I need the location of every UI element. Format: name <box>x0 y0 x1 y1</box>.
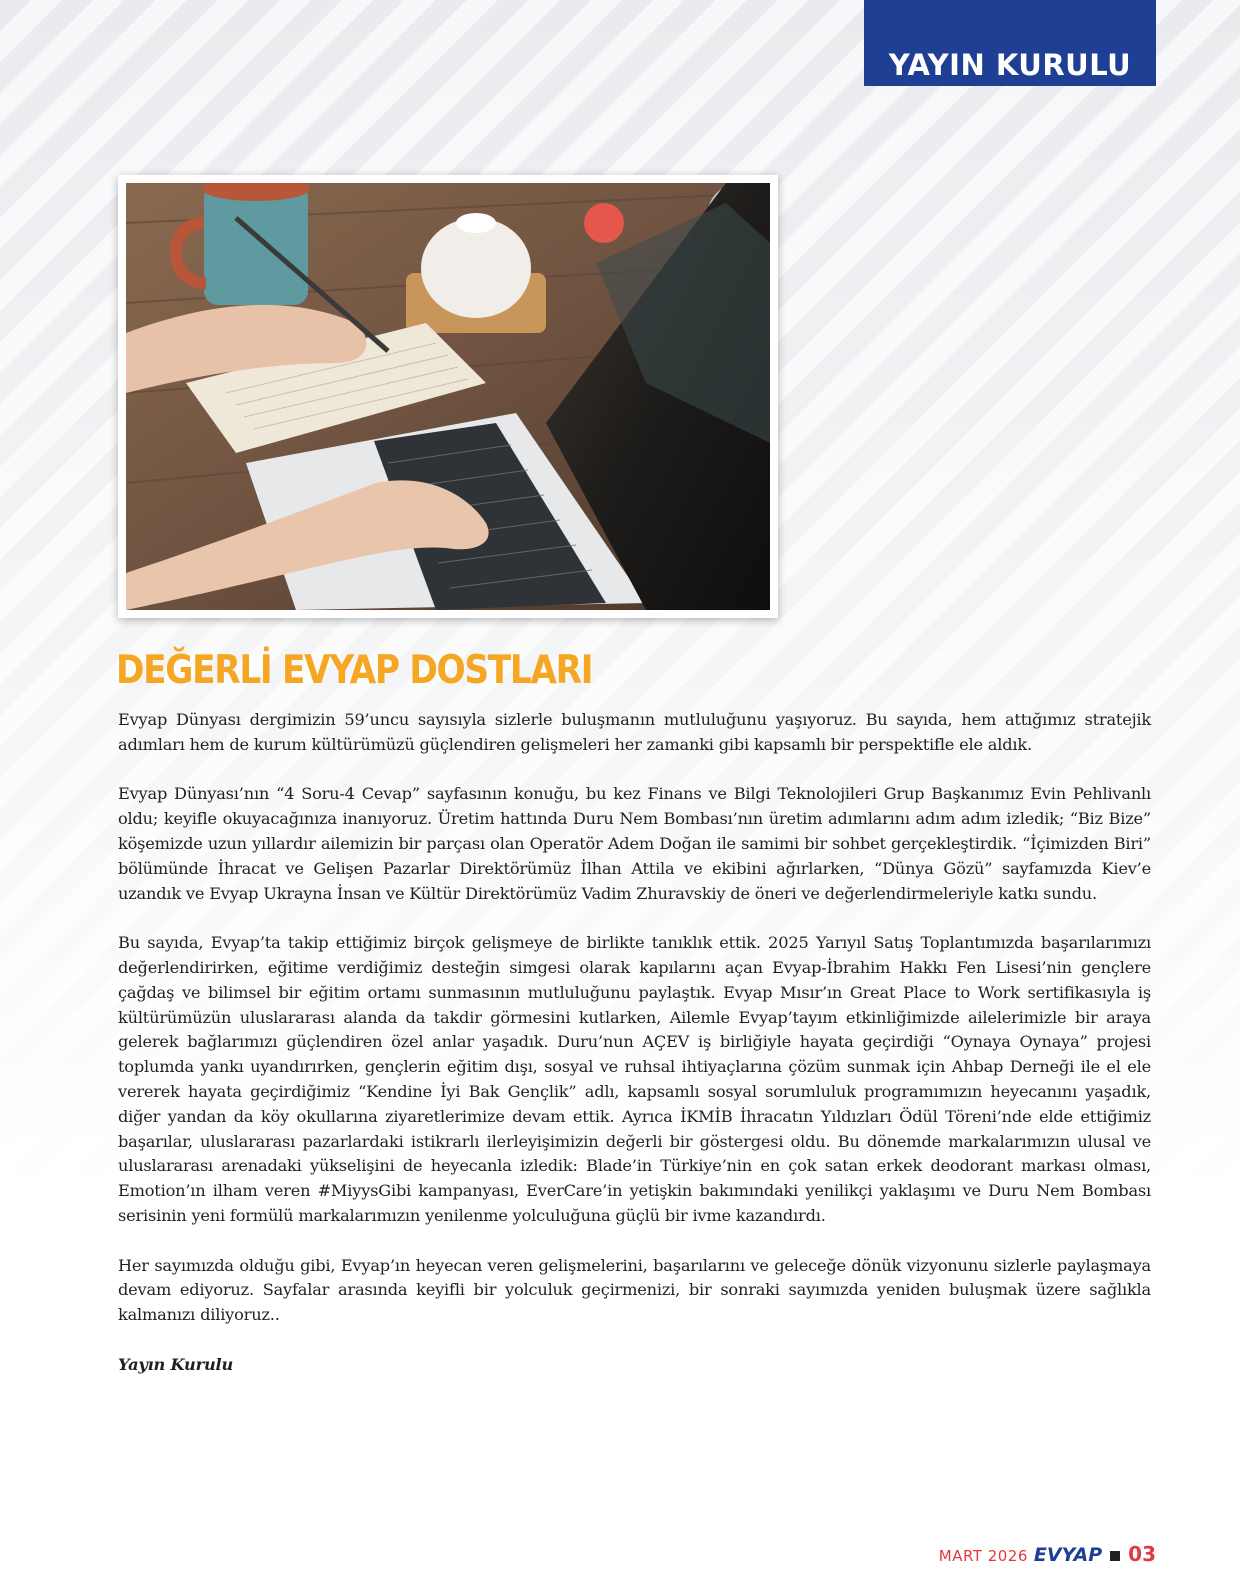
laptop-notebook-photo-icon <box>126 183 770 610</box>
paragraph-developments: Bu sayıda, Evyap’ta takip ettiğimiz birçok gelişmeye de birlikte tanıklık ettik. 2025 Yarıyıl Satış Toplantımızda başarılarımızı değerlendirirken, eğitime verdiğimiz desteğin simgesi olarak kapılarını açan Evyap-İbrahim Hakkı Fen Lisesi’nin gençlere çağdaş ve bilimsel bir eğitim ortamı sunmasının mutluluğunu paylaştık. Evyap Mısır’ın Great Place to Work sertifikasıyla iş kültürümüzün uluslararası alanda da takdir görmesini kutlarken, Ailemle Evyap’tayım etkinliğimizde ailelerimizle bir araya gelerek bağlarımızı güçlendiren özel anlar yaşadık. Duru’nun AÇEV iş birliğiyle hayata geçirdiği “Oynaya Oynaya” projesi toplumda yankı uyandırırken, gençlerin eğitim dışı, sosyal ve ruhsal ihtiyaçlarına çözüm sunmak için Ahbap Derneği ile el ele vererek hayata geçirdiğimiz “Kendine İyi Bak Gençlik” adlı, kapsamlı sosyal sorumluluk programımızın heyecanını yaşadık, diğer yandan da köy okullarına ziyaretlerimize devam ettik. Ayrıca İKMİB İhracatın Yıldızları Ödül Töreni’nde elde ettiğimiz başarılar, uluslararası pazarlardaki istikrarlı ilerleyişimizin değerli bir göstergesi oldu. Bu dönemde markalarımızın ulusal ve uluslararası arenadaki yükselişini de heyecanla izledik: Blade’in Türkiye’nin en çok satan erkek deodorant markası olması, Emotion’ın ilham veren #MiyysGibi kampanyası, EverCare’in yetişkin bakımındaki yenilikçi yaklaşımı ve Duru Nem Bombası serisinin yeni formülü markalarımızın yenilenme yolculuğuna güçlü bir ivme kazandırdı. <box>118 933 1151 1225</box>
article-body <box>118 708 1151 1402</box>
article-photo <box>118 175 778 618</box>
article-title: DEĞERLİ EVYAP DOSTLARI <box>116 648 593 693</box>
paragraph-closing: Her sayımızda olduğu gibi, Evyap’ın heyecan veren gelişmelerini, başarılarını ve geleceğe dönük vizyonunu sizlerle paylaşmaya devam ediyoruz. Sayfalar arasında keyifli bir yolculuk geçirmenizi, bir sonraki sayımızda yeniden buluşmak üzere sağlıkla kalmanızı diliyoruz.. <box>118 1255 1151 1325</box>
signature: Yayın Kurulu <box>118 1354 234 1374</box>
paragraph-contents: Evyap Dünyası’nın “4 Soru-4 Cevap” sayfasının konuğu, bu kez Finans ve Bilgi Teknolojileri Grup Başkanımız Evin Pehlivanlı oldu; keyifle okuyacağınıza inanıyoruz. Üretim hattında Duru Nem Bombası’nın üretim adımlarını adım adım izledik; “Biz Bize” köşemizde uzun yıllardır ailemizin bir parçası olan Operatör Adem Doğan ile samimi bir sohbet gerçekleştirdik. “İçimizden Biri” bölümünde İhracat ve Gelişen Pazarlar Direktörümüz İlhan Attila ve ekibini ağırlarken, “Dünya Gözü” sayfamızda Kiev’e uzandık ve Evyap Ukrayna İnsan ve Kültür Direktörümüz Vadim Zhuravskiy de öneri ve değerlendirmeleriyle katkı sundu. <box>118 784 1151 903</box>
page-footer <box>939 1542 1156 1566</box>
section-label: YAYIN KURULU <box>888 48 1132 82</box>
section-header-tab <box>864 0 1156 86</box>
square-separator-icon <box>1110 1551 1120 1561</box>
page-number: 03 <box>1128 1542 1156 1566</box>
issue-date: MART 2026 <box>938 1547 1028 1565</box>
brand-name: EVYAP <box>1033 1544 1103 1566</box>
paragraph-intro: Evyap Dünyası dergimizin 59’uncu sayısıyla sizlerle buluşmanın mutluluğunu yaşıyoruz. Bu sayıda, hem attığımız stratejik adımları hem de kurum kültürümüzü güçlendiren gelişmeleri her zamanki gibi kapsamlı bir perspektifle ele aldık. <box>118 710 1151 754</box>
